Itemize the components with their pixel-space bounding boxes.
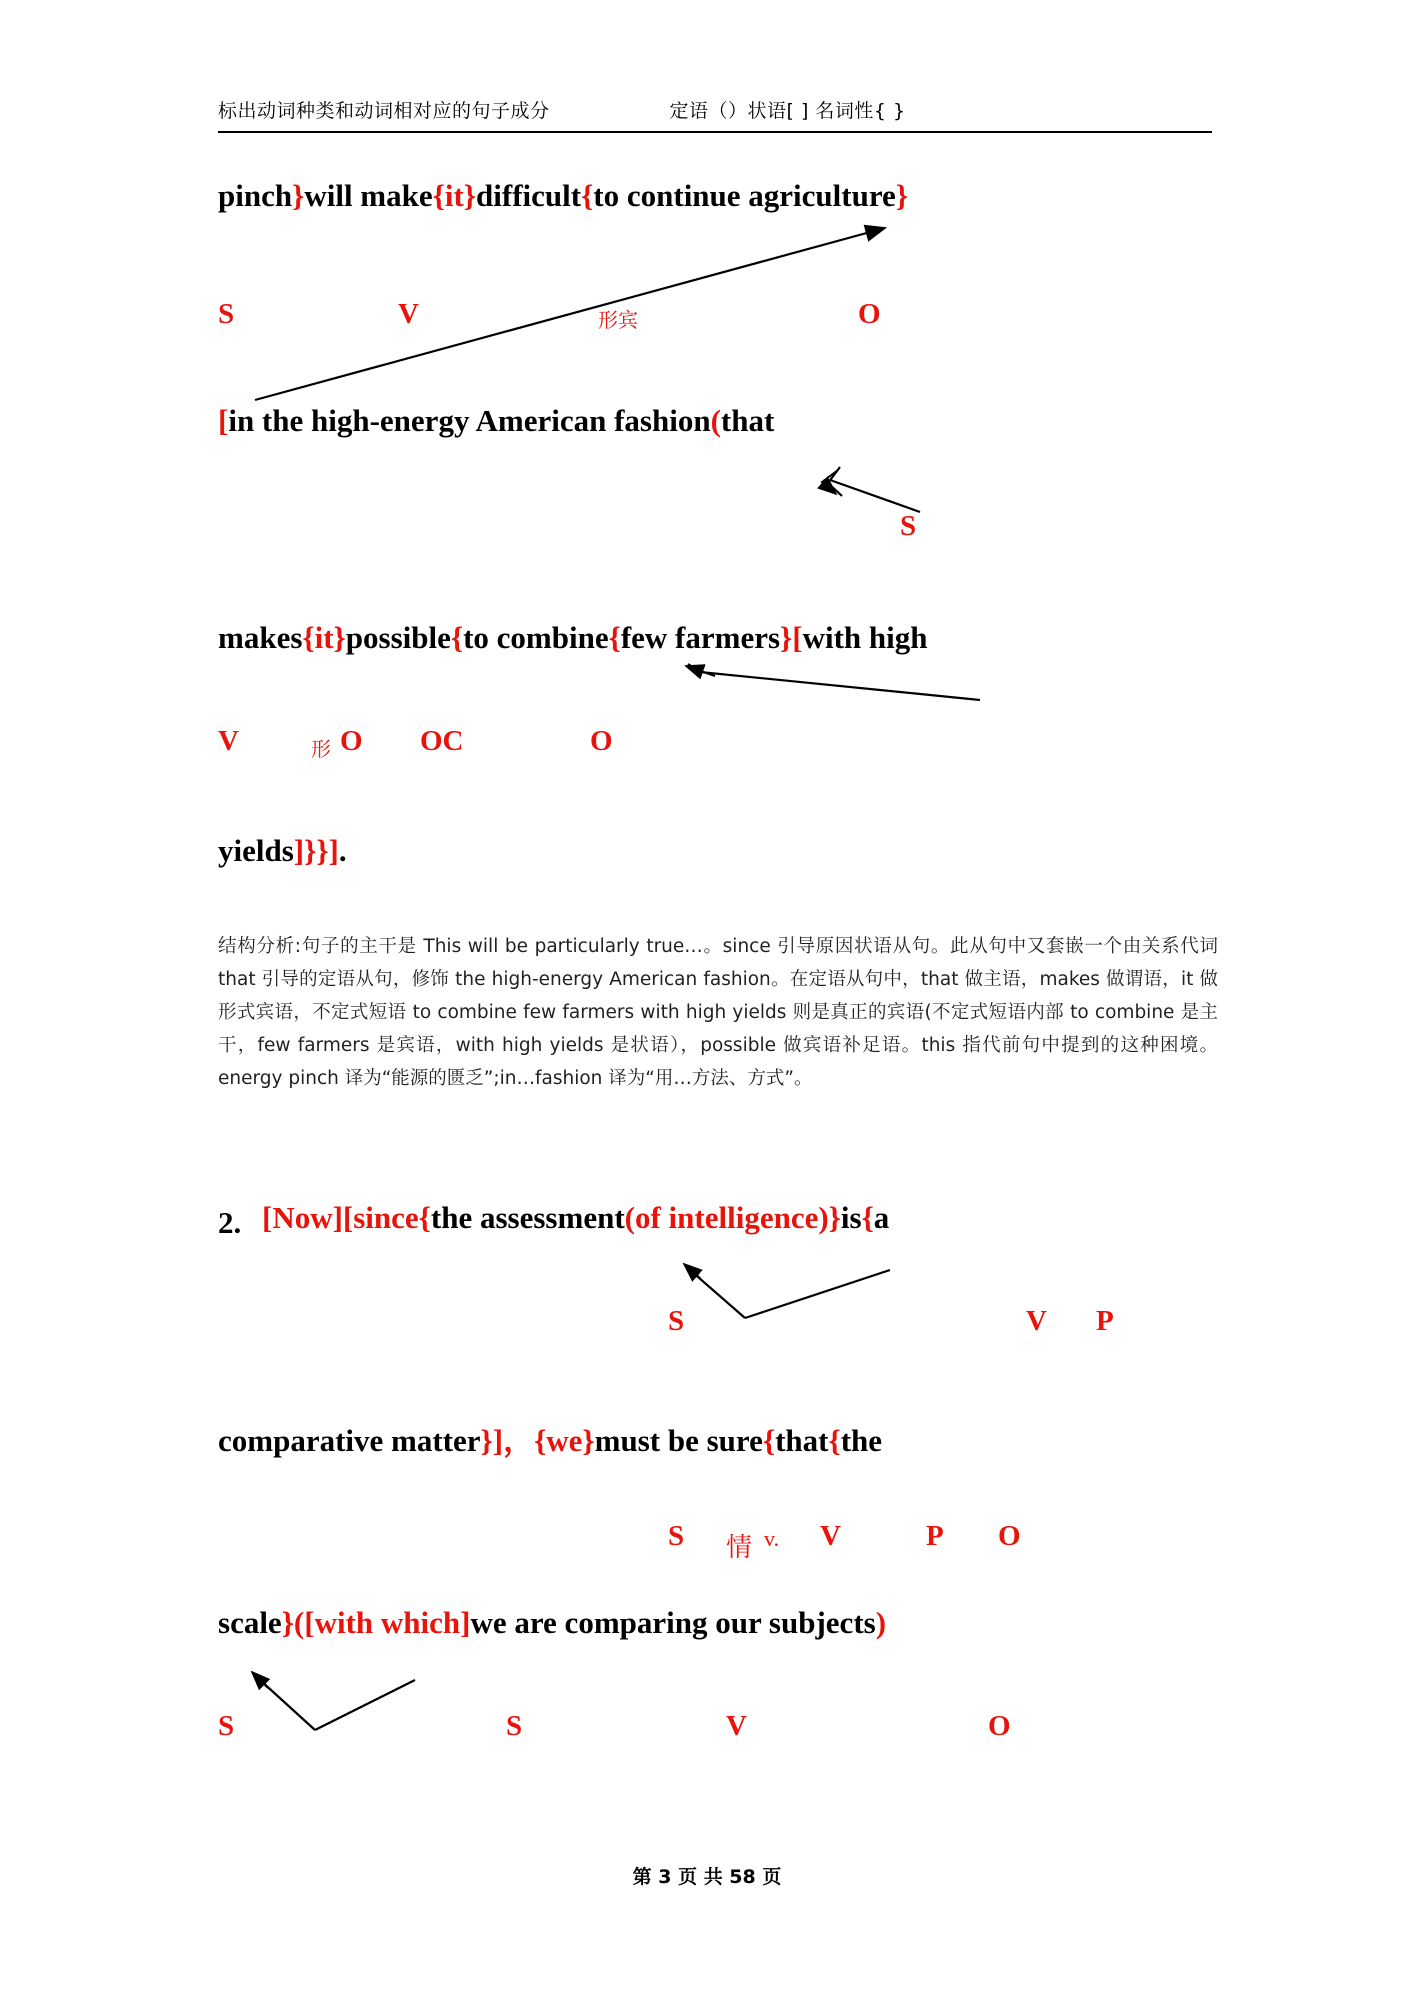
tag-formal-object-1: 形宾 xyxy=(598,308,638,332)
tag-verb-1: V xyxy=(398,298,419,330)
tag-verb-5: V xyxy=(820,1520,841,1552)
sentence-line-3: makes{it}possible{to combine{few farmers}[with high xyxy=(218,620,928,655)
tag-subject-1: S xyxy=(218,298,235,330)
structure-analysis-paragraph: 结构分析:句子的主干是 This will be particularly true…。since 引导原因状语从句。此从句中又套嵌一个由关系代词 that 引导的定语从句，修饰 the high-energy American fashion。在定语从句中，that 做主语，makes 做谓语，it 做形式宾语，不定式短语 to combine few farmers with high yields 则是真正的宾语(不定式短语内部 to combine 是主干，few farmers 是宾语，with high yields 是状语），possible 做宾语补足语。this 指代前句中提到的这种困境。energy pinch 译为“能源的匮乏”;in…fashion 译为“用…方法、方式”。 xyxy=(218,936,1218,1089)
header-divider xyxy=(218,131,1212,133)
tag-predicative-4: P xyxy=(1096,1305,1114,1337)
sentence-line-4: yields]}}]. xyxy=(218,833,347,868)
page-footer: 第 3 页 共 58 页 xyxy=(632,1866,782,1888)
sentence-line-1: pinch}will make{it}difficult{to continue agriculture} xyxy=(218,178,909,213)
arrow-1 xyxy=(255,228,885,400)
tag-modal-cn-5: 情 xyxy=(726,1533,753,1563)
tag-modal-verb-5: v. xyxy=(764,1526,780,1551)
tag-object-1: O xyxy=(858,298,881,330)
tag-subject-4: S xyxy=(668,1305,685,1337)
header-right-text: 定语（）状语[ ] 名词性{ } xyxy=(669,100,906,122)
tag-object-complement-3: OC xyxy=(420,725,464,757)
tag-object-6: O xyxy=(988,1710,1011,1742)
tag-verb-6: V xyxy=(726,1710,747,1742)
tag-shape-marker-3: 形 xyxy=(311,737,331,761)
tag-subject-2: S xyxy=(900,510,917,542)
tag-subject-6: S xyxy=(218,1710,235,1742)
sentence-line-7: scale}([with which]we are comparing our subjects) xyxy=(218,1605,887,1640)
tag-subject-5: S xyxy=(668,1520,685,1552)
sentence-line-5: [Now][since{the assessment(of intelligence)}is{a xyxy=(262,1200,890,1235)
sentence-line-2: [in the high-energy American fashion(that xyxy=(218,403,775,438)
tag-object-3: O xyxy=(340,725,363,757)
header-left-text: 标出动词种类和动词相对应的句子成分 xyxy=(218,100,550,122)
page-header xyxy=(218,96,1198,123)
sentence-line-6: comparative matter}]，{we}must be sure{that{the xyxy=(218,1423,883,1458)
item-number-2: 2. xyxy=(218,1205,242,1240)
tag-predicative-5: P xyxy=(926,1520,944,1552)
tag-object-3b: O xyxy=(590,725,613,757)
tag-verb-3: V xyxy=(218,725,239,757)
tag-object-5: O xyxy=(998,1520,1021,1552)
tag-verb-4: V xyxy=(1026,1305,1047,1337)
tag-subject-6b: S xyxy=(506,1710,523,1742)
